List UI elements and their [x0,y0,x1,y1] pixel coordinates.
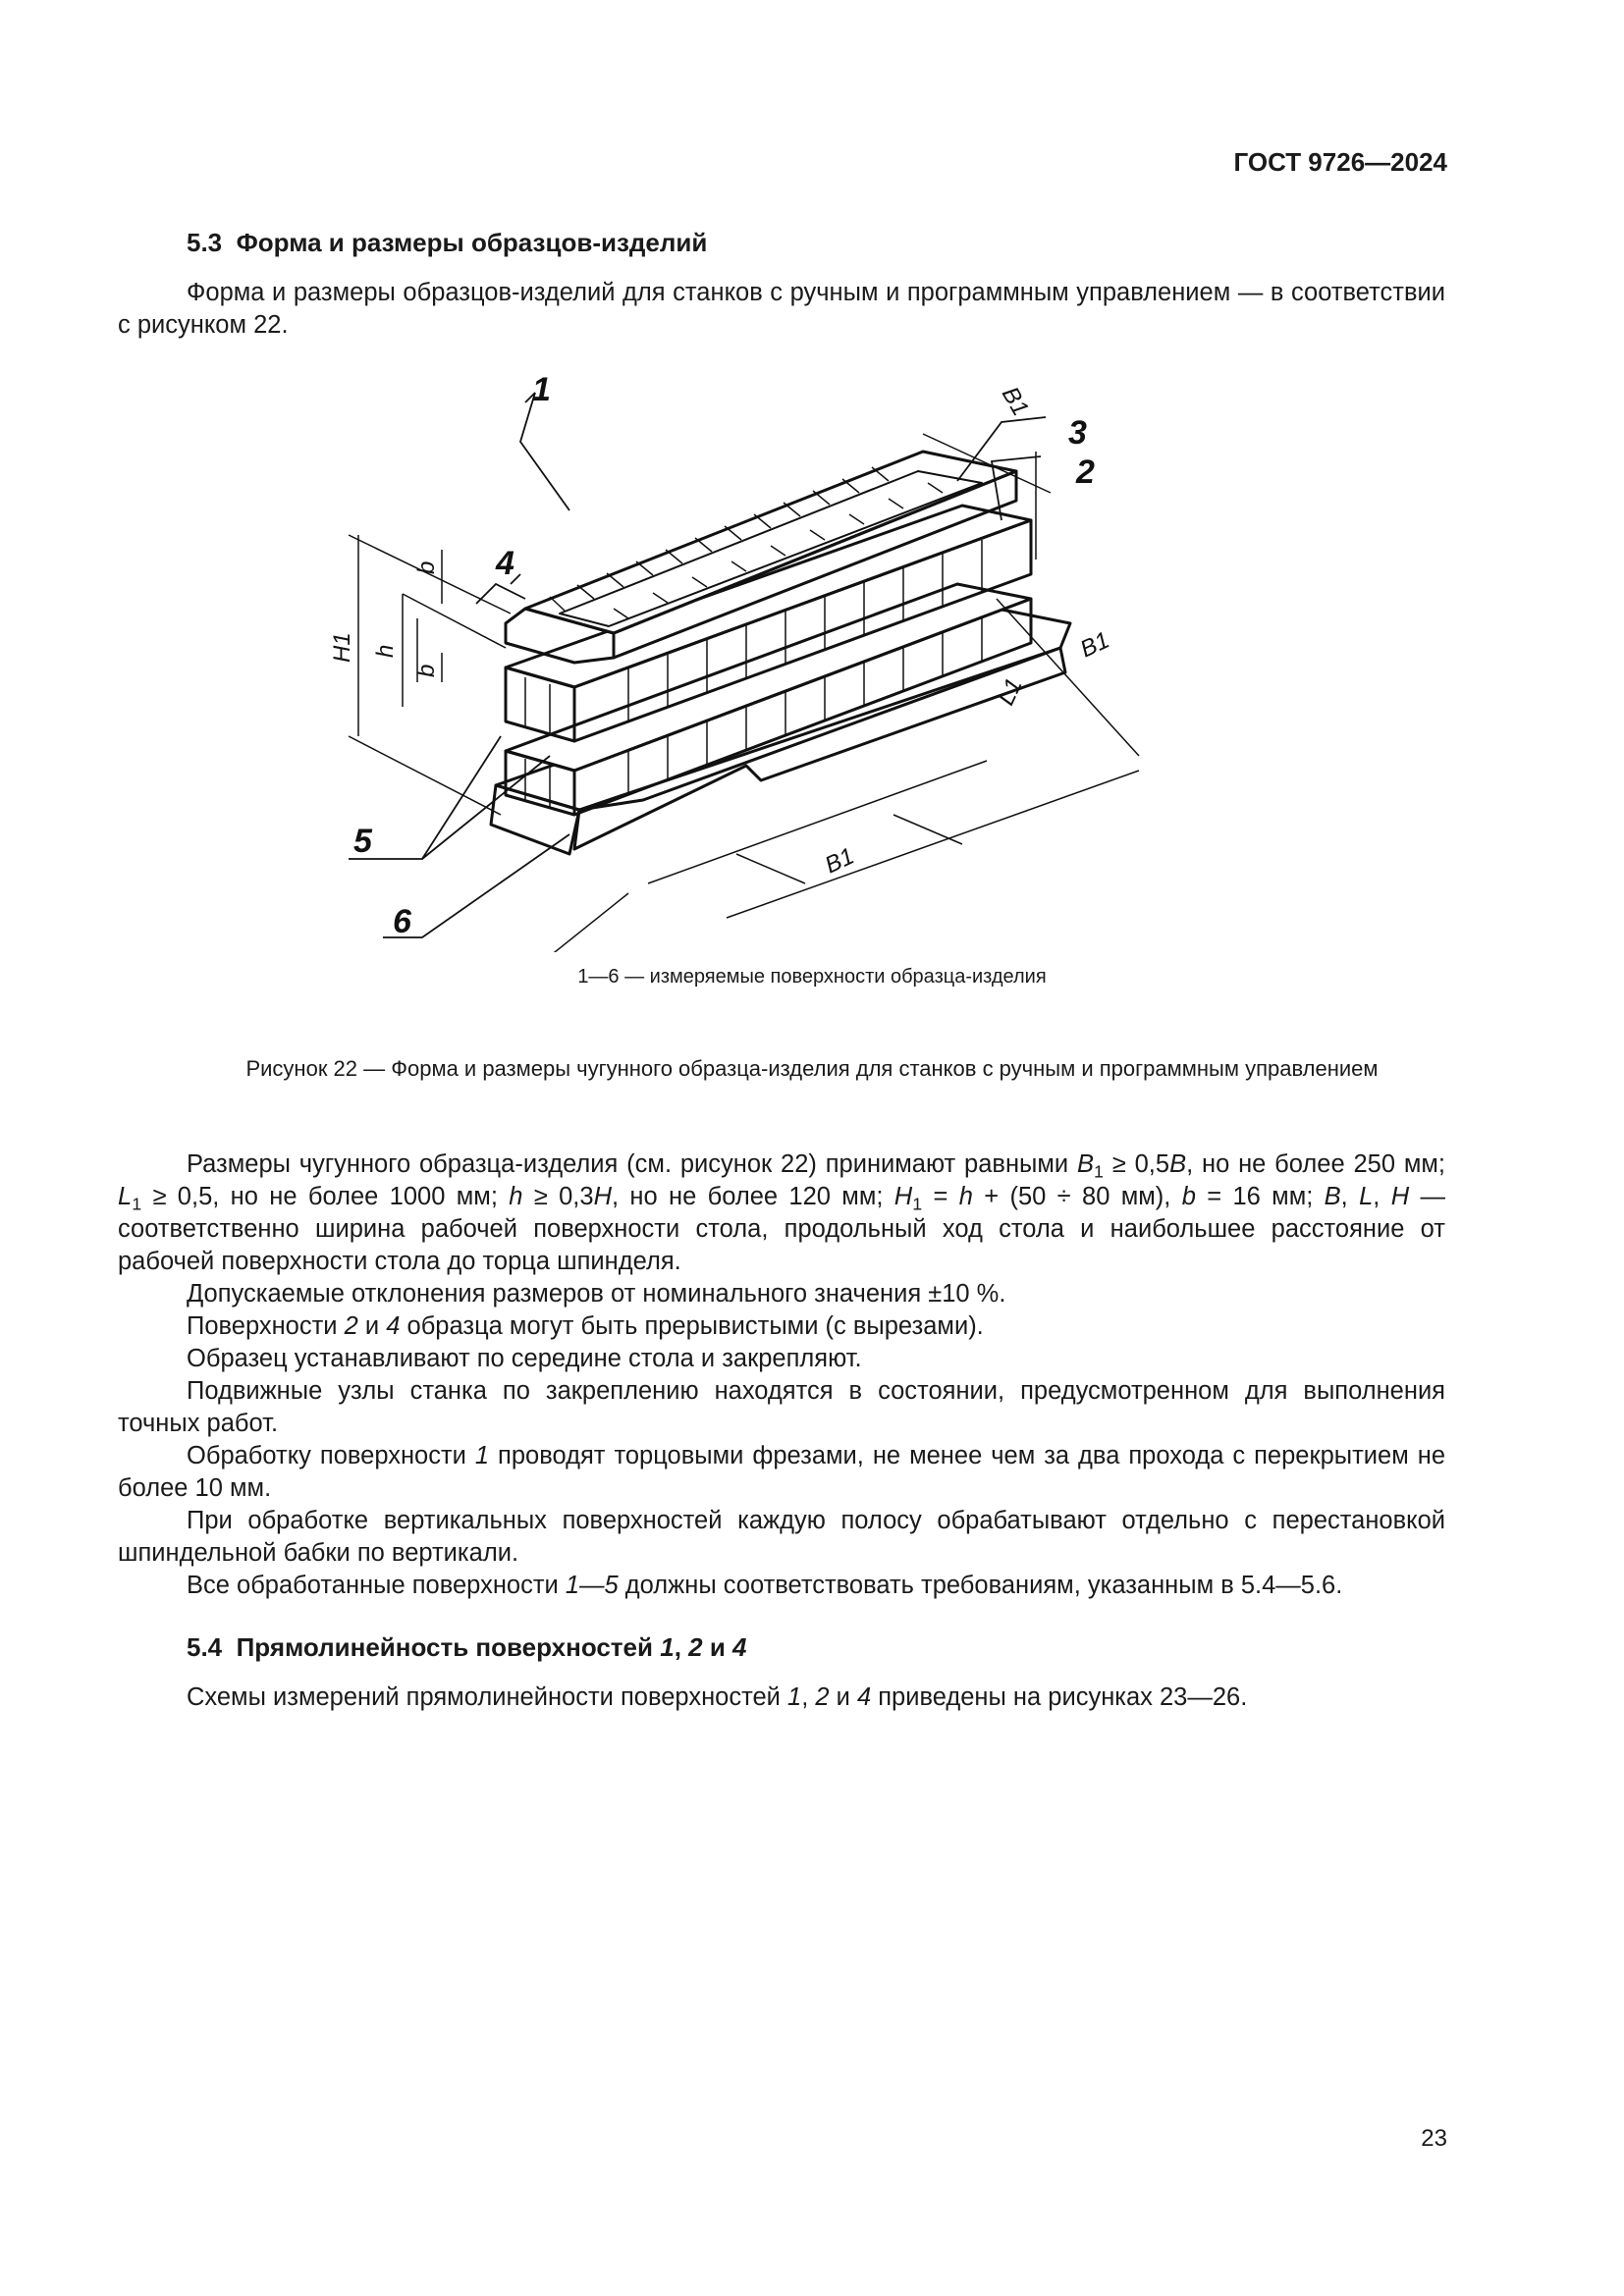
dim-h1: H1 [329,632,355,663]
section-5-4-heading: 5.4 Прямолинейность поверхностей 1, 2 и 4 [187,1632,747,1662]
label-surface-5: 5 [353,823,372,860]
paragraph-schemes: Схемы измерений прямолинейности поверхностей 1, 2 и 4 приведены на рисунках 23—26. [187,1683,1248,1711]
paragraph-dimensions: Размеры чугунного образца-изделия (см. рисунок 22) принимают равными $B_1 \ge 0,5B$, но не более 250 мм; $L_1 \ge 0,5$, но не более 1000 мм; h ≥ 0,3H, но не более 120 мм; $H_1 = h + (50 \div 80$ мм), b = 16 мм; B, L, H — соответственно ширина рабочей поверхности стола, продольный ход стола и наибольшее расстояние от рабочей поверхности стола до торца шпинделя. [118,1150,1445,1275]
label-surface-1: 1 [532,371,551,408]
figure-22-drawing [314,363,1257,952]
section-5-3-heading [187,228,707,258]
dim-h: h [372,644,399,658]
paragraph-moving-units: Подвижные узлы станка по закреплению находятся в состоянии, предусмотренном для выполнения точных работ. [118,1377,1445,1437]
document-code-header: ГОСТ 9726—2024 [1233,147,1447,177]
figure-caption: Рисунок 22 — Форма и размеры чугунного образца-изделия для станков с ручным и программным управлением [245,1056,1379,1081]
paragraph-surfaces: Поверхности 2 и 4 образца могут быть прерывистыми (с вырезами). [187,1312,984,1340]
dim-l1: L1 [992,673,1028,710]
section-5-4-text [118,1682,1445,1714]
dim-b-mid: b [413,664,440,677]
dim-b1-bottom: B1 [821,842,859,880]
section-number: 5.3 [187,228,223,257]
dim-b1-top: B1 [996,382,1034,421]
base-plate-top [496,609,1070,810]
label-surface-2: 2 [1076,454,1095,491]
label-surface-3: 3 [1068,414,1087,452]
page-number: 23 [1421,2125,1447,2152]
section-title: Форма и размеры образцов-изделий [236,228,708,257]
paragraph-milling: Обработку поверхности 1 проводят торцовыми фрезами, не менее чем за два прохода с перекрытием не более 10 мм. [118,1442,1446,1502]
paragraph-mounting: Образец устанавливают по середине стола и закрепляют. [187,1345,862,1372]
paragraph-tolerance: Допускаемые отклонения размеров от номинального значения ±10 %. [187,1280,1006,1308]
section-5-3-intro [118,277,1445,342]
dim-b-top: b [413,561,440,574]
dim-b1-right: B1 [1076,626,1114,664]
intro-paragraph: Форма и размеры образцов-изделий для станков с ручным и программным управлением — в соответствии с рисунком 22. [118,279,1445,339]
label-surface-4: 4 [496,545,514,582]
paragraph-vertical: При обработке вертикальных поверхностей каждую полосу обрабатывают отдельно с перестановкой шпиндельной бабки по вертикали. [118,1507,1445,1567]
label-surface-6: 6 [393,903,411,940]
body-text [118,1148,1445,1602]
section-number: 5.4 [187,1632,223,1662]
figure-legend: 1—6 — измеряемые поверхности образца-изделия [577,966,1047,988]
paragraph-requirements: Все обработанные поверхности 1—5 должны соответствовать требованиям, указанным в 5.4—5.6. [187,1572,1343,1599]
